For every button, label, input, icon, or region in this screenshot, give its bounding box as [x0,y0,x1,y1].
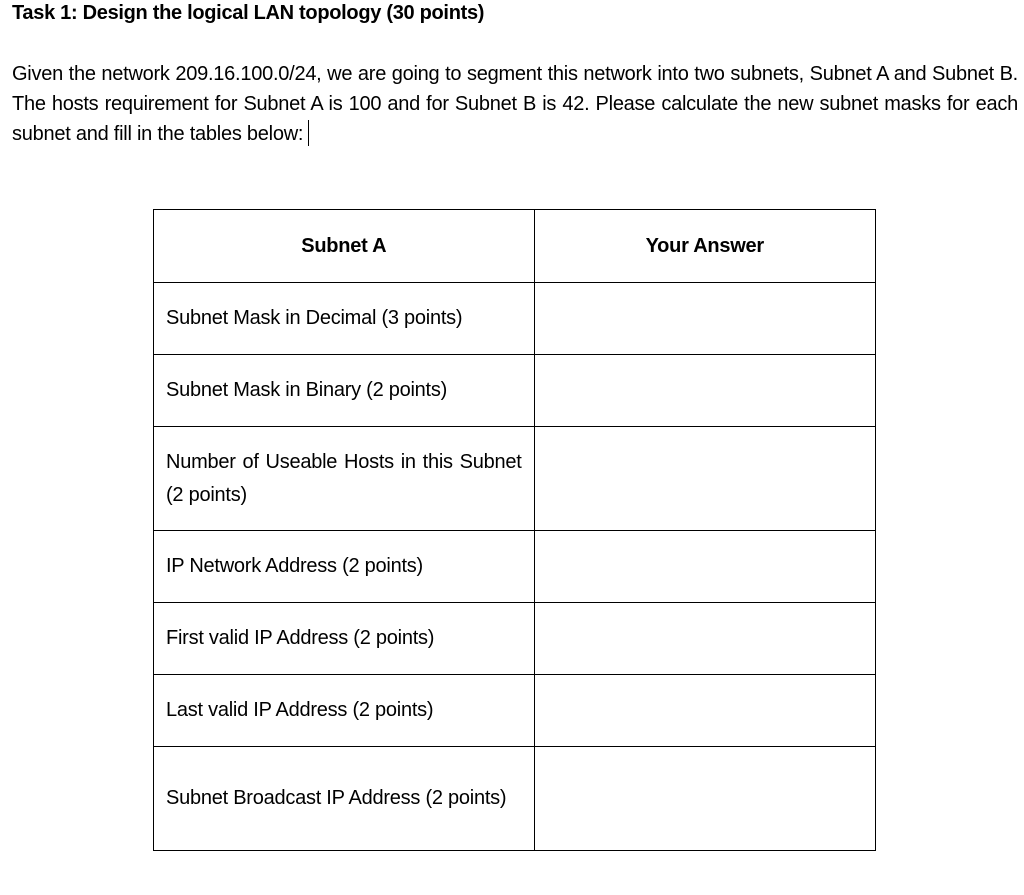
answer-cell-network-address[interactable] [534,531,875,603]
table-row [154,747,876,851]
table-row [154,283,876,355]
row-label-first-valid-ip: First valid IP Address (2 points) [154,603,535,675]
answer-cell-subnet-mask-decimal[interactable] [534,283,875,355]
intro-paragraph[interactable] [12,59,1018,149]
header-your-answer: Your Answer [534,210,875,283]
header-subnet-a: Subnet A [154,210,535,283]
table-row [154,531,876,603]
row-label-broadcast-ip: Subnet Broadcast IP Address (2 points) [154,747,535,851]
row-label-last-valid-ip: Last valid IP Address (2 points) [154,675,535,747]
row-label-network-address: IP Network Address (2 points) [154,531,535,603]
table-row [154,427,876,531]
table-header-row [154,210,876,283]
answer-cell-broadcast-ip[interactable] [534,747,875,851]
answer-cell-usable-hosts[interactable] [534,427,875,531]
table-row [154,603,876,675]
table-row [154,355,876,427]
answer-cell-last-valid-ip[interactable] [534,675,875,747]
answer-cell-subnet-mask-binary[interactable] [534,355,875,427]
text-cursor [308,120,309,146]
task-title: Task 1: Design the logical LAN topology (30 points) [12,2,485,24]
row-label-subnet-mask-binary: Subnet Mask in Binary (2 points) [154,355,535,427]
subnet-a-table [153,209,876,851]
row-label-subnet-mask-decimal: Subnet Mask in Decimal (3 points) [154,283,535,355]
row-label-usable-hosts: Number of Useable Hosts in this Subnet (2 points) [154,427,535,531]
table-row [154,675,876,747]
intro-text: Given the network 209.16.100.0/24, we are going to segment this network into two subnets, Subnet A and Subnet B. The hosts requirement for Subnet A is 100 and for Subnet B is 42. Please calculate the new subnet masks for each subnet and fill in the tables below: [12,63,1018,145]
answer-cell-first-valid-ip[interactable] [534,603,875,675]
